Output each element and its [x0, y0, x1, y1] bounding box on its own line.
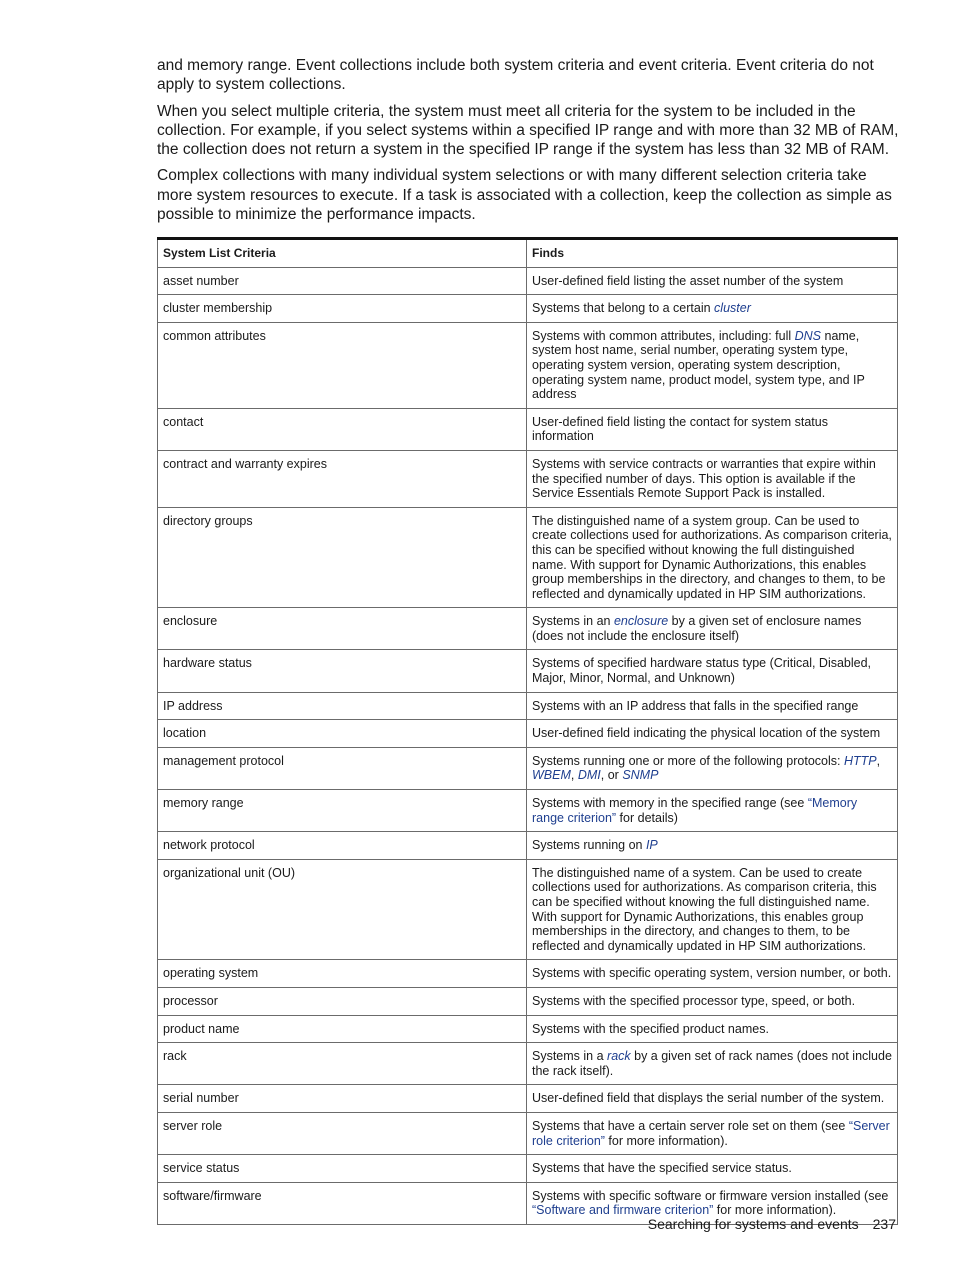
finds-text: for more information).: [713, 1203, 837, 1218]
criteria-cell: server role: [158, 1112, 527, 1154]
table-row: [158, 1085, 898, 1113]
criteria-cell: asset number: [158, 267, 527, 295]
intro-paragraph-3: Complex collections with many individual system selections or with many different selection criteria take more system resources to execute. If a task is associated with a collection, keep the collection as simple as possible to minimize the performance impacts.: [157, 167, 892, 224]
table-row: [158, 747, 898, 789]
finds-cell: [527, 987, 898, 1015]
criteria-cell: service status: [158, 1155, 527, 1183]
finds-cell: [527, 747, 898, 789]
finds-text: Systems with memory in the specified range (see: [532, 796, 808, 811]
finds-cell: [527, 507, 898, 608]
finds-cell: [527, 692, 898, 720]
header-criteria: System List Criteria: [158, 239, 527, 268]
table-row: [158, 832, 898, 860]
table-row: [158, 1155, 898, 1183]
criteria-cell: hardware status: [158, 650, 527, 692]
finds-text: Systems of specified hardware status type (Critical, Disabled, Major, Minor, Normal, and Unknown): [532, 656, 872, 686]
criteria-cell: cluster membership: [158, 295, 527, 323]
finds-text: Systems with an IP address that falls in the specified range: [532, 698, 859, 713]
finds-text: Systems in an: [532, 614, 614, 629]
table-row: [158, 1043, 898, 1085]
glossary-term-link[interactable]: HTTP: [843, 753, 877, 768]
glossary-term-link[interactable]: WBEM: [532, 768, 571, 783]
finds-text: User-defined field that displays the serial number of the system.: [532, 1091, 885, 1106]
finds-cell: [527, 1043, 898, 1085]
table-row: [158, 790, 898, 832]
intro-text: [157, 56, 899, 231]
finds-cell: [527, 832, 898, 860]
criteria-cell: IP address: [158, 692, 527, 720]
cross-reference-link[interactable]: “Software and firmware criterion”: [532, 1203, 714, 1218]
criteria-cell: common attributes: [158, 322, 527, 408]
criteria-cell: serial number: [158, 1085, 527, 1113]
finds-text: Systems with specific software or firmware version installed (see: [532, 1188, 889, 1203]
criteria-cell: management protocol: [158, 747, 527, 789]
finds-text: The distinguished name of a system. Can be used to create collections used for authorizations. As comparison criteria, this can be specified without knowing the full distinguished name. With support for Dynamic Authorizations, this enables group memberships in the directory, and changes to them, to be reflected and dynamically updated in HP SIM authorizations.: [532, 865, 877, 953]
finds-cell: [527, 1155, 898, 1183]
criteria-cell: contract and warranty expires: [158, 450, 527, 507]
table-row: [158, 650, 898, 692]
finds-cell: [527, 1085, 898, 1113]
finds-text: Systems that have a certain server role set on them (see: [532, 1118, 849, 1133]
criteria-cell: processor: [158, 987, 527, 1015]
finds-text: Systems running one or more of the following protocols:: [532, 753, 844, 768]
criteria-cell: memory range: [158, 790, 527, 832]
table-row: [158, 1112, 898, 1154]
finds-text: Systems with the specified processor type, speed, or both.: [532, 993, 856, 1008]
finds-cell: [527, 450, 898, 507]
criteria-cell: contact: [158, 408, 527, 450]
finds-cell: [527, 608, 898, 650]
table-row: [158, 1015, 898, 1043]
finds-cell: [527, 408, 898, 450]
table-row: [158, 408, 898, 450]
criteria-cell: software/firmware: [158, 1182, 527, 1224]
criteria-cell: operating system: [158, 960, 527, 988]
finds-text: Systems with service contracts or warranties that expire within the specified number of days. This option is available if the Service Essentials Remote Support Pack is installed.: [532, 456, 876, 501]
criteria-table-header: [158, 239, 898, 268]
criteria-cell: organizational unit (OU): [158, 859, 527, 960]
finds-text: Systems in a: [532, 1049, 608, 1064]
table-row: [158, 960, 898, 988]
finds-cell: [527, 960, 898, 988]
table-row: [158, 859, 898, 960]
table-row: [158, 507, 898, 608]
finds-text: Systems running on: [532, 838, 646, 853]
footer-section-title: Searching for systems and events: [647, 1216, 859, 1232]
finds-text: User-defined field listing the contact for system status information: [532, 414, 828, 444]
finds-text: Systems with specific operating system, version number, or both.: [532, 966, 892, 981]
intro-paragraph-1: and memory range. Event collections include both system criteria and event criteria. Event criteria do not apply to system collections.: [157, 57, 874, 94]
table-row: [158, 295, 898, 323]
glossary-term-link[interactable]: enclosure: [613, 614, 669, 629]
table-row: [158, 987, 898, 1015]
finds-text: , or: [600, 768, 623, 783]
glossary-term-link[interactable]: rack: [607, 1049, 631, 1064]
finds-text: Systems with the specified product names.: [532, 1021, 769, 1036]
finds-cell: [527, 267, 898, 295]
table-row: [158, 720, 898, 748]
glossary-term-link[interactable]: IP: [645, 838, 658, 853]
finds-text: by a given set of enclosure names (does not include the enclosure itself): [532, 614, 862, 643]
finds-text: ,: [570, 768, 578, 783]
finds-text: Systems with common attributes, including: full: [532, 328, 795, 343]
page-number: 237: [872, 1216, 896, 1232]
glossary-term-link[interactable]: SNMP: [622, 768, 659, 783]
criteria-cell: enclosure: [158, 608, 527, 650]
finds-text: User-defined field indicating the physical location of the system: [532, 726, 881, 741]
finds-text: ,: [876, 753, 881, 768]
intro-paragraph-2: When you select multiple criteria, the system must meet all criteria for the system to be included in the collection. For example, if you select systems within a specified IP range and with more than 32 MB of RAM, the collection does not return a system in the specified IP range if the system has less than 32 MB of RAM.: [157, 102, 899, 159]
finds-text: Systems that belong to a certain: [532, 301, 715, 316]
criteria-cell: location: [158, 720, 527, 748]
finds-cell: [527, 1112, 898, 1154]
finds-text: for more information).: [604, 1133, 728, 1148]
cross-reference-link[interactable]: “Server role criterion”: [532, 1118, 890, 1148]
criteria-cell: directory groups: [158, 507, 527, 608]
table-row: [158, 450, 898, 507]
table-row: [158, 267, 898, 295]
criteria-table-body: [158, 267, 898, 1224]
glossary-term-link[interactable]: DNS: [794, 328, 822, 343]
criteria-cell: network protocol: [158, 832, 527, 860]
finds-text: name, system host name, serial number, operating system type, operating system version, operating system description, operating system name, product model, system type, and IP address: [532, 328, 865, 402]
table-row: [158, 322, 898, 408]
criteria-cell: product name: [158, 1015, 527, 1043]
page-footer: [648, 1216, 896, 1232]
finds-cell: [527, 859, 898, 960]
finds-text: User-defined field listing the asset number of the system: [532, 273, 844, 288]
finds-text: Systems that have the specified service status.: [532, 1161, 792, 1176]
finds-cell: [527, 790, 898, 832]
finds-cell: [527, 322, 898, 408]
finds-cell: [527, 1015, 898, 1043]
finds-text: The distinguished name of a system group. Can be used to create collections used for authorizations. As comparison criteria, this can be specified without knowing the full distinguished name. With support for Dynamic Authorizations, this enables group memberships in the directory, and changes to them, to be reflected and dynamically updated in HP SIM authorizations.: [532, 513, 892, 601]
table-row: [158, 608, 898, 650]
glossary-term-link[interactable]: cluster: [714, 301, 751, 316]
cross-reference-link[interactable]: “Memory range criterion”: [532, 796, 858, 825]
header-finds: Finds: [527, 239, 898, 268]
criteria-table: [157, 237, 898, 1225]
finds-cell: [527, 650, 898, 692]
finds-text: for details): [616, 810, 678, 825]
finds-text: by a given set of rack names (does not include the rack itself).: [532, 1049, 892, 1078]
finds-cell: [527, 295, 898, 323]
glossary-term-link[interactable]: DMI: [577, 768, 601, 783]
criteria-cell: rack: [158, 1043, 527, 1085]
table-row: [158, 692, 898, 720]
finds-cell: [527, 720, 898, 748]
